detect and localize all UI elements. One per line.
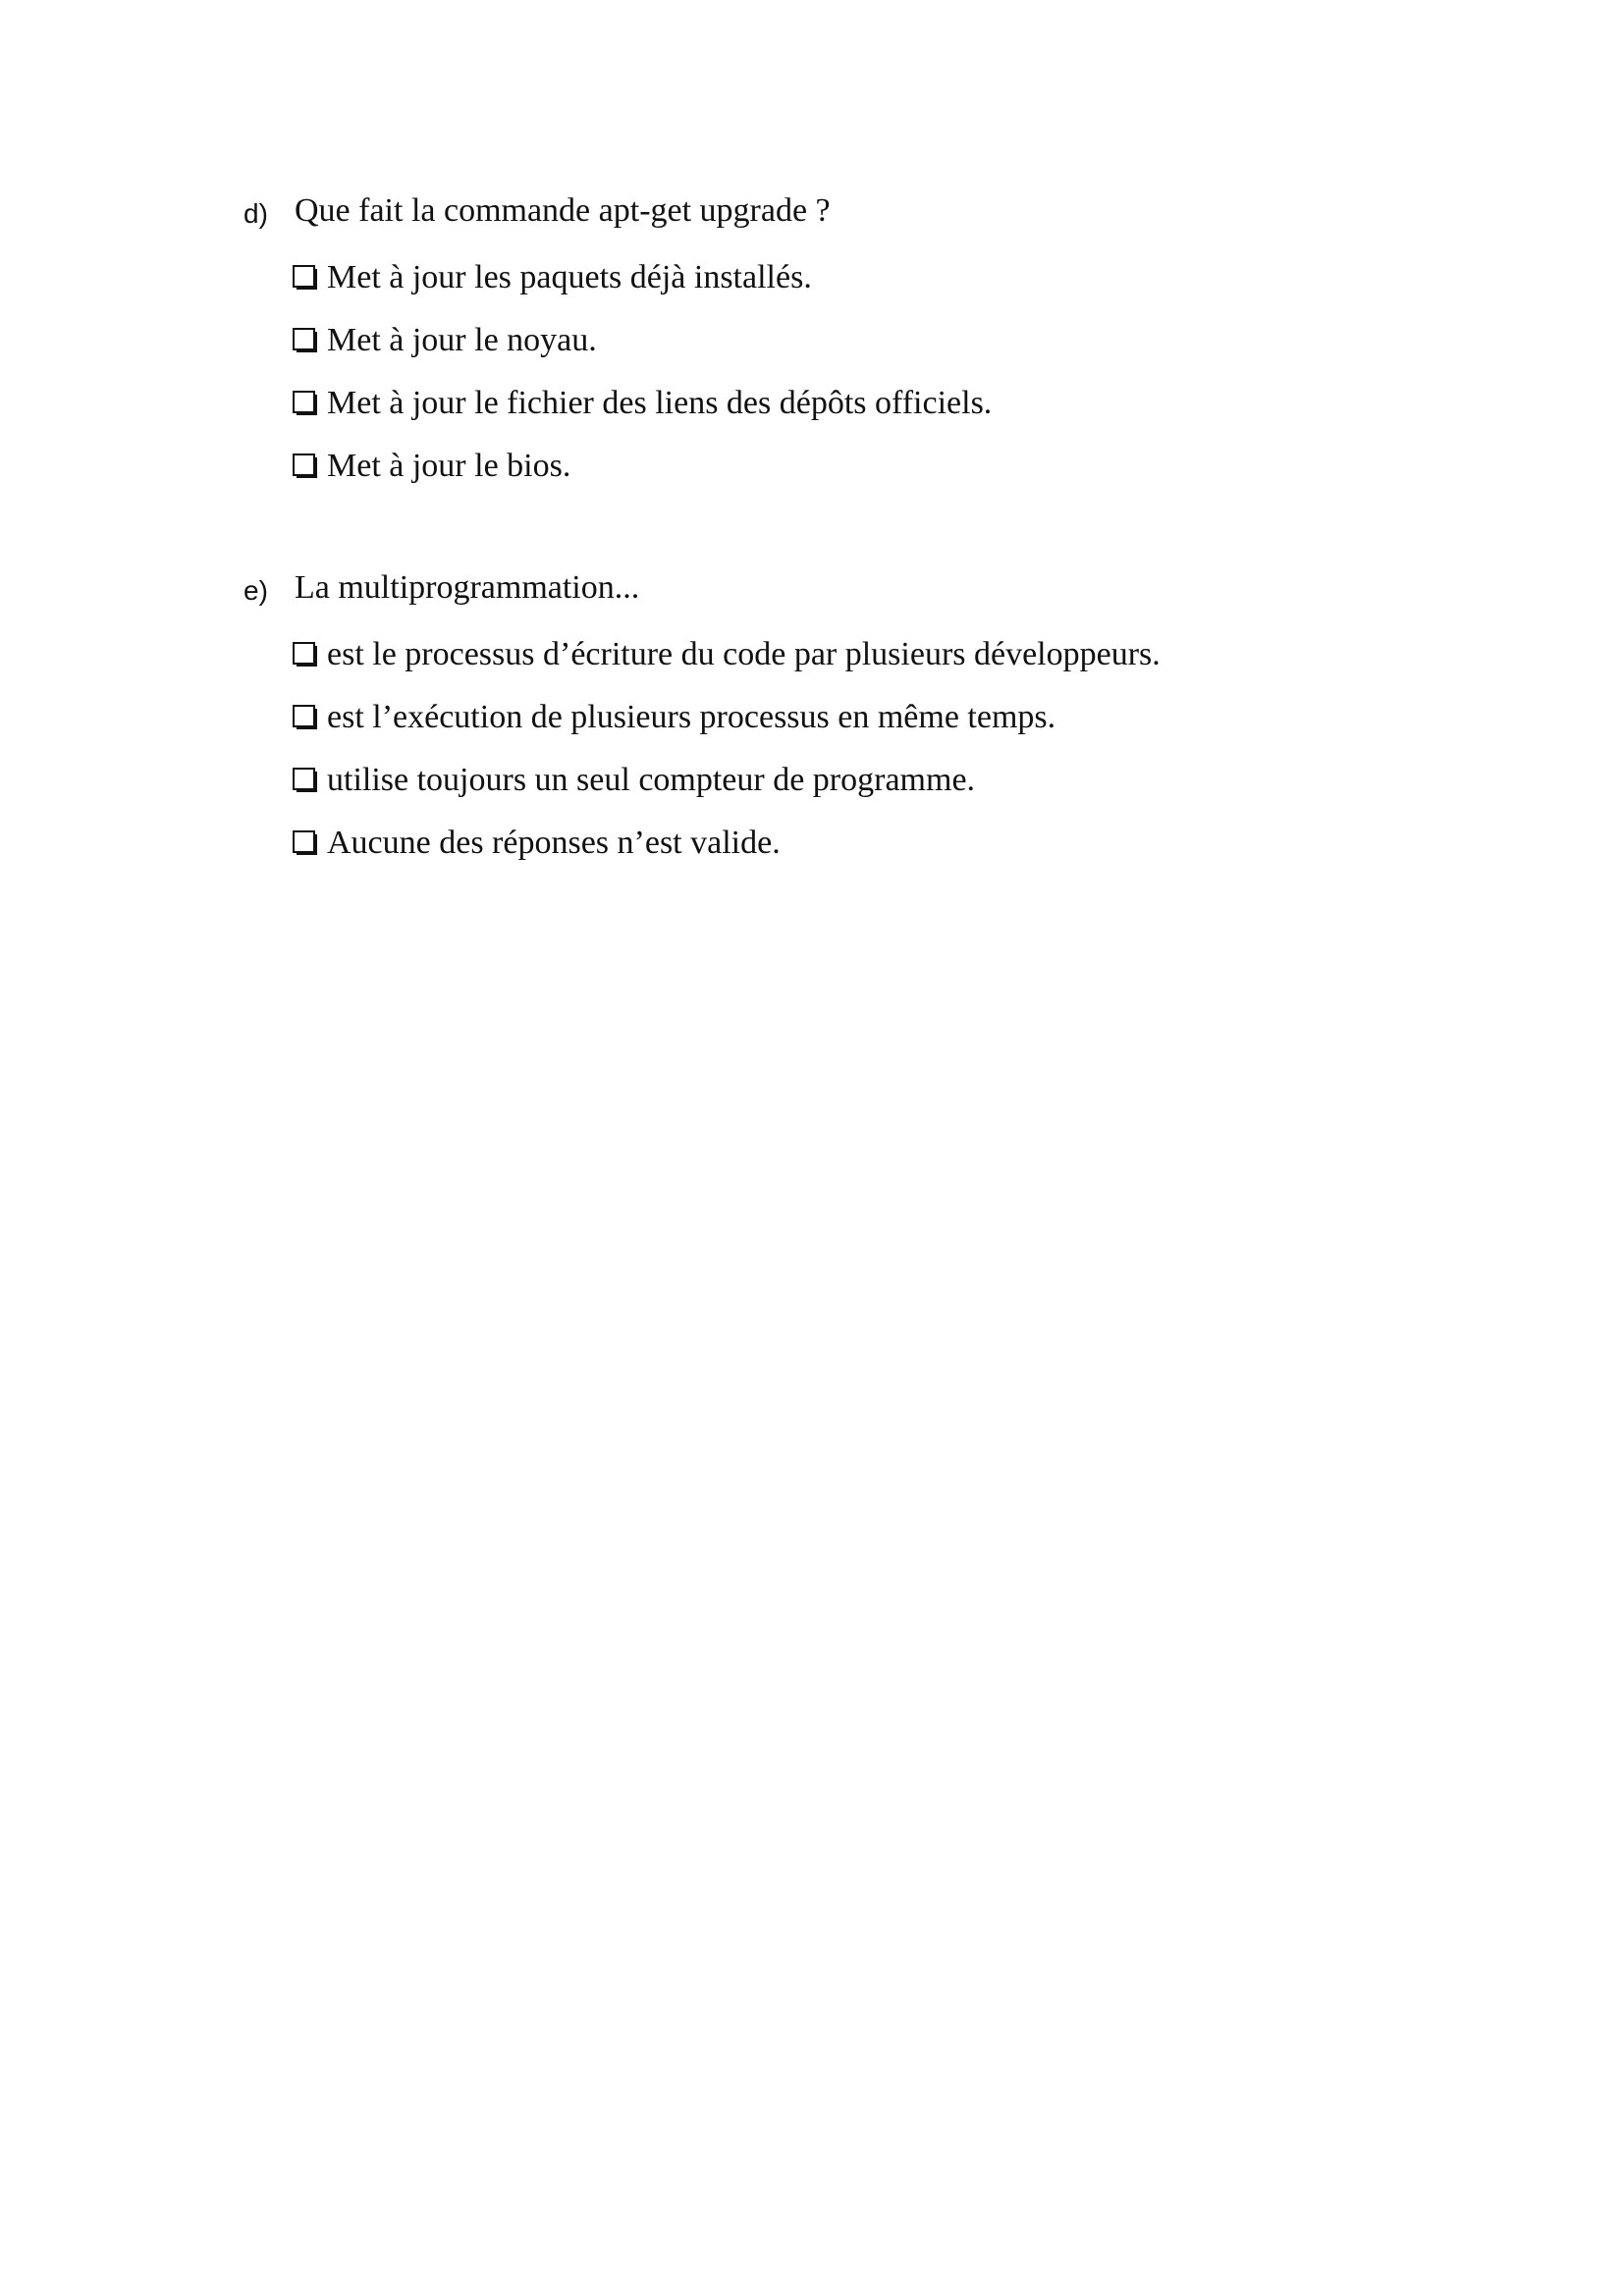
question-e <box>0 567 1623 868</box>
question-text: Que fait la commande apt-get upgrade ? <box>295 192 831 229</box>
answer-label: Met à jour le bios. <box>327 448 571 484</box>
answer-label: Met à jour le fichier des liens des dépôts officiels. <box>327 385 993 421</box>
answer-options <box>293 253 1623 505</box>
answer-option <box>293 630 1623 693</box>
answer-label: utilise toujours un seul compteur de programme. <box>327 762 976 798</box>
checkbox-icon[interactable] <box>293 642 317 667</box>
answer-option <box>293 756 1623 819</box>
question-letter: d) <box>243 198 268 229</box>
question-line <box>0 190 1623 240</box>
answer-label: Met à jour le noyau. <box>327 322 597 358</box>
checkbox-icon[interactable] <box>293 830 317 855</box>
answer-option <box>293 316 1623 379</box>
answer-label: Met à jour les paquets déjà installés. <box>327 259 812 295</box>
answer-label: Aucune des réponses n’est valide. <box>327 825 781 861</box>
checkbox-icon[interactable] <box>293 265 317 290</box>
answer-option <box>293 819 1623 881</box>
question-line <box>0 567 1623 616</box>
answer-option <box>293 693 1623 756</box>
question-d <box>0 190 1623 491</box>
checkbox-icon[interactable] <box>293 454 317 478</box>
checkbox-icon[interactable] <box>293 768 317 792</box>
answer-option <box>293 442 1623 505</box>
question-text: La multiprogrammation... <box>295 569 640 606</box>
answer-label: est l’exécution de plusieurs processus en même temps. <box>327 699 1056 735</box>
answer-option <box>293 253 1623 316</box>
checkbox-icon[interactable] <box>293 391 317 415</box>
answer-label: est le processus d’écriture du code par plusieurs développeurs. <box>327 636 1161 672</box>
answer-options <box>293 630 1623 881</box>
answer-option <box>293 379 1623 442</box>
checkbox-icon[interactable] <box>293 705 317 729</box>
checkbox-icon[interactable] <box>293 328 317 352</box>
question-letter: e) <box>243 575 268 606</box>
